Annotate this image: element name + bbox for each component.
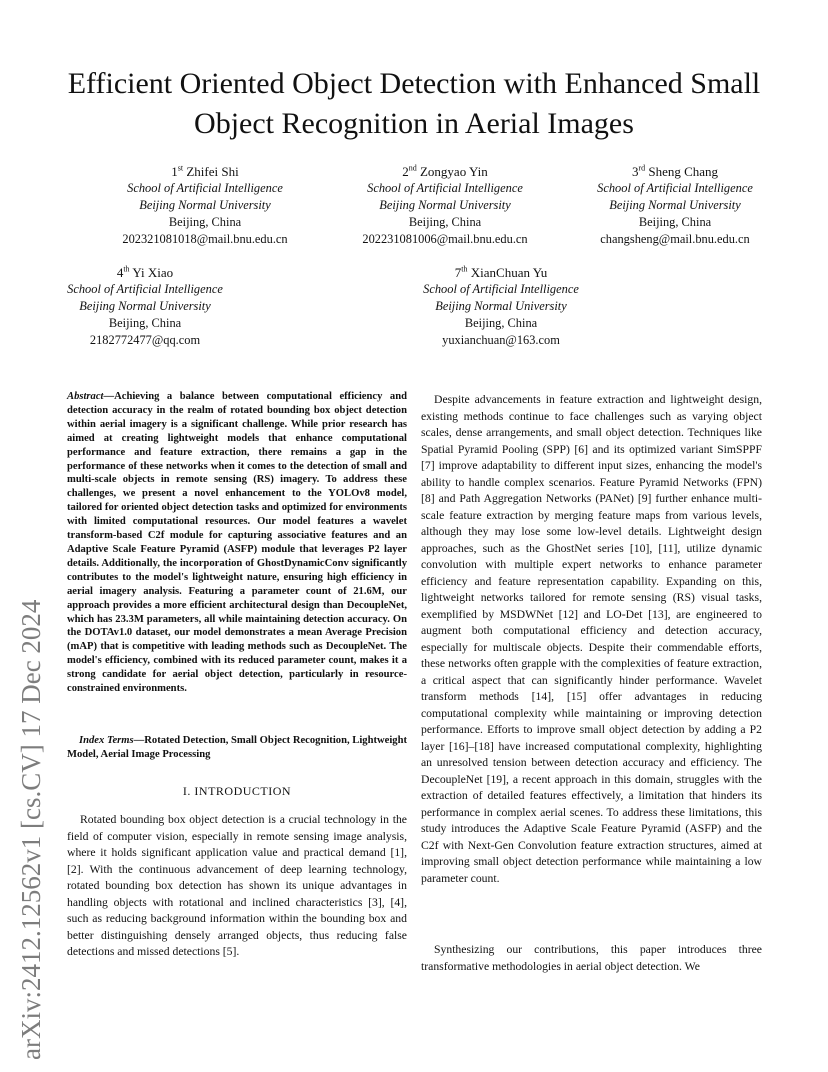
author-location: Beijing, China bbox=[168, 215, 242, 229]
paper-title: Efficient Oriented Object Detection with Enhanced Small Object Recognition in Aerial Images bbox=[67, 67, 761, 140]
author-block bbox=[330, 163, 560, 248]
index-terms bbox=[67, 734, 407, 762]
author-block bbox=[90, 163, 320, 248]
author-location: Beijing, China bbox=[408, 215, 482, 229]
author-email: 2182772477@qq.com bbox=[89, 333, 201, 347]
author-school: School of Artificial Intelligence bbox=[597, 181, 753, 195]
author-block bbox=[560, 163, 790, 248]
author-location: Beijing, China bbox=[108, 316, 182, 330]
author-school: School of Artificial Intelligence bbox=[423, 282, 579, 296]
author-block bbox=[386, 264, 616, 349]
author-name: 3rd Sheng Chang bbox=[631, 163, 719, 179]
author-location: Beijing, China bbox=[464, 316, 538, 330]
abstract bbox=[67, 390, 407, 696]
section-heading: I. INTRODUCTION bbox=[182, 784, 292, 798]
author-university: Beijing Normal University bbox=[139, 198, 271, 212]
author-university: Beijing Normal University bbox=[379, 198, 511, 212]
author-name: 7th XianChuan Yu bbox=[454, 264, 548, 280]
author-block bbox=[30, 264, 260, 349]
author-name: 1st Zhifei Shi bbox=[171, 163, 239, 179]
author-location: Beijing, China bbox=[638, 215, 712, 229]
author-name: 4th Yi Xiao bbox=[116, 264, 174, 280]
author-email: 202231081006@mail.bnu.edu.cn bbox=[362, 232, 528, 246]
author-university: Beijing Normal University bbox=[79, 299, 211, 313]
index-terms-label: Index Terms bbox=[79, 735, 134, 746]
arxiv-identifier: arXiv:2412.12562v1 [cs.CV] 17 Dec 2024 bbox=[16, 599, 46, 1060]
intro-paragraph: Rotated bounding box object detection is a crucial technology in the field of computer vision, especially in remote sensing image analysis, where it holds significant application value and practical demand [1], [2]. With the continuous advancement of deep learning technology, rotated bounding box detection has shown its unique advantages in handling objects with rotational and inclined characteristics [3], [4], such as reducing background information within the bounding box and better distinguishing densely arranged objects, thus reducing false detections and missed detections [5]. bbox=[67, 813, 407, 958]
abstract-text: —Achieving a balance between computational efficiency and detection accuracy in the realm of rotated bounding box object detection within aerial imagery is a significant challenge. While prior research has aimed at creating lightweight models that enhance computational performance and feature extraction, there remains a gap in the performance of these networks when it comes to the detection of small and multi-scale objects in remote sensing (RS) imagery. To address these challenges, we present a novel enhancement to the YOLOv8 model, tailored for oriented object detection tasks and optimized for environments with limited computational resources. Our model features a wavelet transform-based C2f module for capturing associative features and an Adaptive Scale Feature Pyramid (ASFP) module that leverages P2 layer details. Additionally, the incorporation of GhostDynamicConv significantly contributes to the model's lightweight nature, ensuring high efficiency in aerial imagery analysis. Featuring a parameter count of 21.6M, our approach provides a more efficient architectural design than DecoupleNet, which has 23.3M parameters, all while maintaining detection accuracy. On the DOTAv1.0 dataset, our model demonstrates a mean Average Precision (mAP) that is competitive with leading methods such as DecoupleNet. The model's efficiency, combined with its reduced parameter count, makes it a strong candidate for aerial object detection, particularly in resource-constrained environments. bbox=[67, 391, 407, 695]
author-school: School of Artificial Intelligence bbox=[367, 181, 523, 195]
author-email: 202321081018@mail.bnu.edu.cn bbox=[122, 232, 288, 246]
author-name: 2nd Zongyao Yin bbox=[402, 163, 488, 179]
body-paragraph: Synthesizing our contributions, this paper introduces three transformative methodologies in aerial object detection. We bbox=[421, 943, 762, 973]
index-terms-text: —Rotated Detection, Small Object Recognition, Lightweight Model, Aerial Image Processing bbox=[67, 735, 407, 760]
author-school: School of Artificial Intelligence bbox=[127, 181, 283, 195]
author-university: Beijing Normal University bbox=[609, 198, 741, 212]
author-email: changsheng@mail.bnu.edu.cn bbox=[600, 232, 750, 246]
author-email: yuxianchuan@163.com bbox=[442, 333, 560, 347]
body-paragraph: Despite advancements in feature extraction and lightweight design, existing methods continue to face challenges such as varying object scales, dense arrangements, and small object detection. Techniques like Spatial Pyramid Pooling (SPP) [6] and its optimized variant SimSPPF [7] improve adaptability to different input sizes, enhancing the model's ability to handle complex scenarios. Feature Pyramid Networks (FPN) [8] and Path Aggregation Networks (PANet) [9] further enhance multi-scale feature extraction by merging feature maps from various levels, although they may lose some low-level details. Lightweight design approaches, such as the GhostNet series [10], [11], utilize dynamic convolution with multiple expert networks to enhance parameter efficiency and feature representation capability. Expanding on this, lightweight networks tailored for remote sensing (RS) visual tasks, exemplified by MSDWNet [12] and LO-Det [13], are engineered to augment both computational efficiency and detection accuracy, especially for multiscale objects. Despite their commendable efforts, these networks often grapple with the complexities of feature extraction, a critical aspect that can significantly hinder performance. Wavelet transform methods [14], [15] offer advantages in reducing computational complexity while maintaining or improving detection performance. Efforts to improve small object detection by adding a P2 layer [16]–[18] have increased computational complexity, highlighting an unresolved tension between detection accuracy and efficiency. The DecoupleNet [19], a recent approach in this domain, struggles with the extraction of detailed features effectively, a limitation that hinders its performance in complex aerial scenes. To address these limitations, this study introduces the Adaptive Scale Feature Pyramid (ASFP) and the C2f with Next-Gen Convolution feature extraction structures, aimed at improving small object detection performance while maintaining a low parameter count. bbox=[421, 393, 762, 885]
author-school: School of Artificial Intelligence bbox=[67, 282, 223, 296]
abstract-label: Abstract bbox=[67, 391, 104, 402]
author-university: Beijing Normal University bbox=[435, 299, 567, 313]
